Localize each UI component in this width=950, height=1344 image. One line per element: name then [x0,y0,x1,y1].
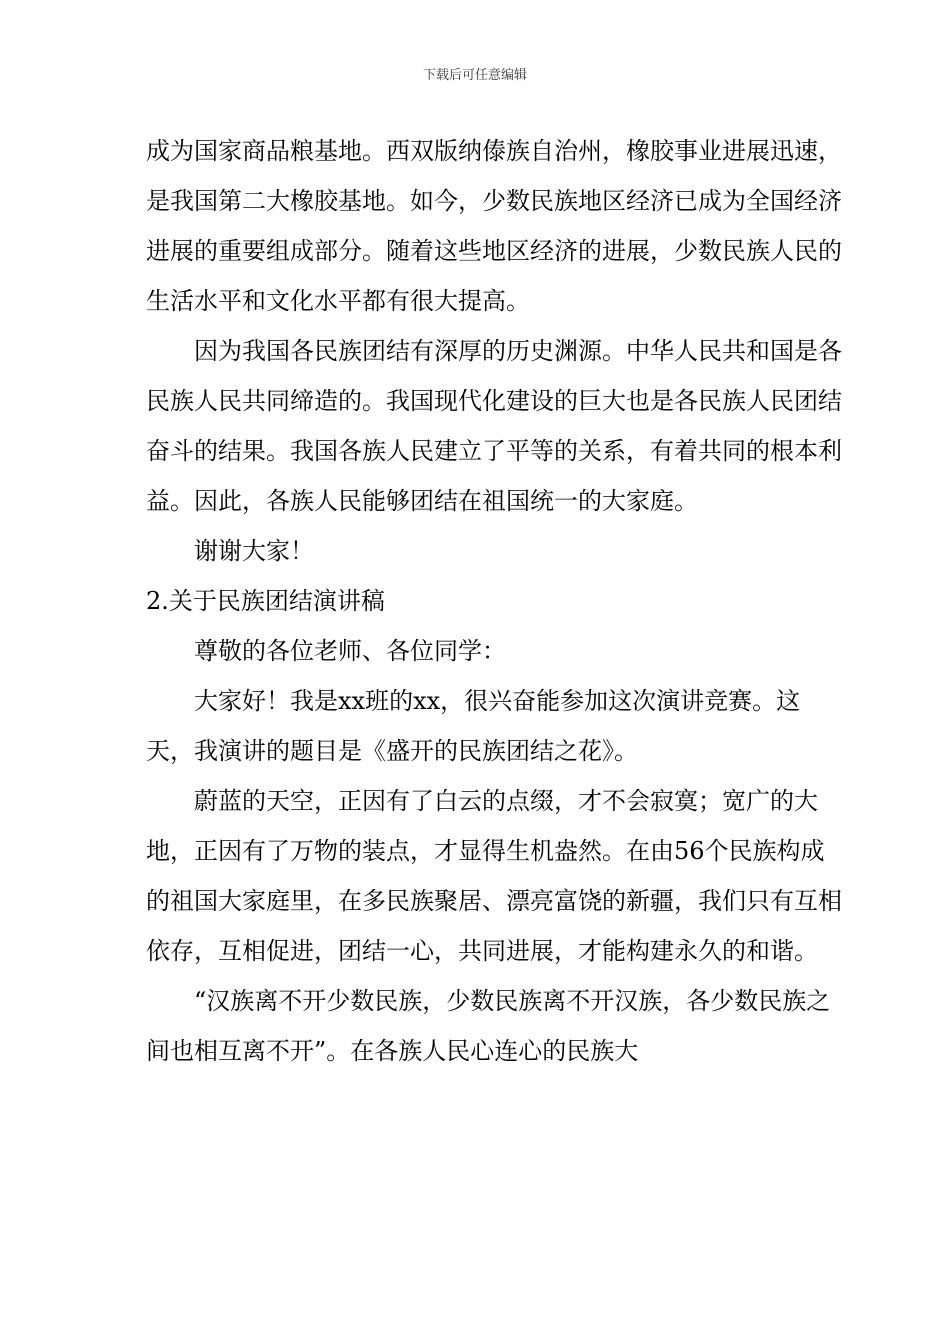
paragraph: “汉族离不开少数民族，少数民族离不开汉族，各少数民族之间也相互离不开”。在各族人民心连心的民族大 [146,987,831,1065]
paragraph: 蔚蓝的天空，正因有了白云的点缀，才不会寂寞；宽广的大地，正因有了万物的装点，才显得生机盎然。在由56个民族构成的祖国大家庭里，在多民族聚居、漂亮富饶的新疆，我们只有互相依存，互相促进，团结一心，共同进展，才能构建永久的和谐。 [146,787,842,965]
paragraph: 成为国家商品粮基地。西双版纳傣族自治州，橡胶事业进展迅速，是我国第二大橡胶基地。如今，少数民族地区经济已成为全国经济进展的重要组成部分。随着这些地区经济的进展，少数民族人民的生活水平和文化水平都有很大提高。 [146,137,842,315]
paragraph: 谢谢大家！ [194,537,314,565]
section-heading: 2.关于民族团结演讲稿 [146,587,385,615]
paragraph: 大家好！我是xx班的xx，很兴奋能参加这次演讲竞赛。这天，我演讲的题目是《盛开的民族团结之花》。 [146,687,801,765]
page-header: 下载后可任意编辑 [422,68,527,83]
paragraph: 尊敬的各位老师、各位同学： [194,637,506,665]
document-body [146,126,846,1076]
paragraph: 因为我国各民族团结有深厚的历史渊源。中华人民共和国是各民族人民共同缔造的。我国现代化建设的巨大也是各民族人民团结奋斗的结果。我国各族人民建立了平等的关系，有着共同的根本利益。因此，各族人民能够团结在祖国统一的大家庭。 [146,337,842,515]
